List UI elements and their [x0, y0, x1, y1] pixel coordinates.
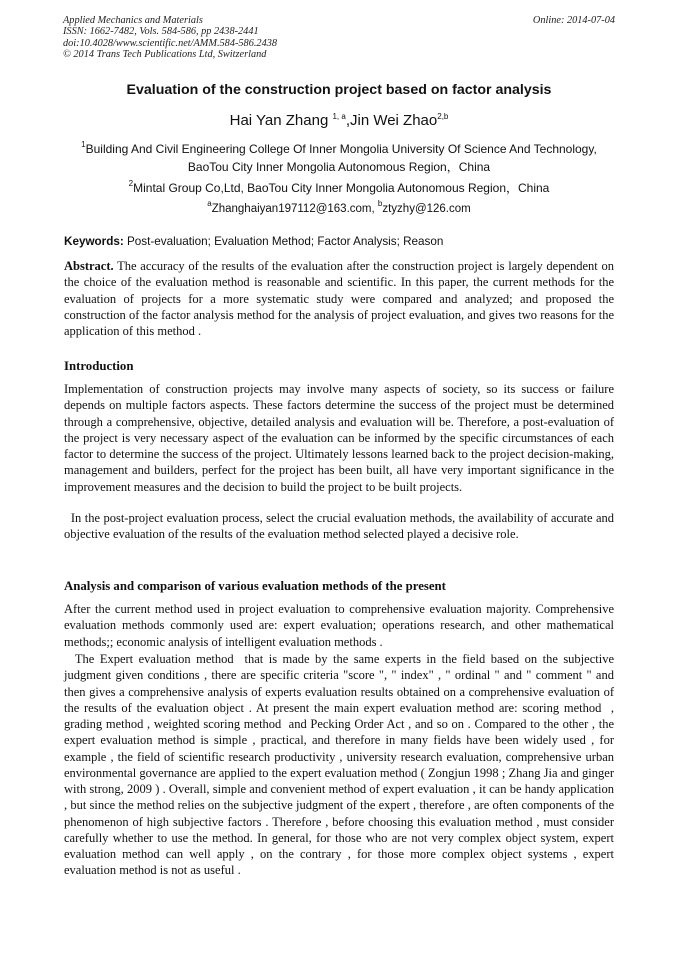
- abstract-label: Abstract.: [64, 259, 114, 273]
- author-1-sup: 1, a: [332, 112, 346, 121]
- affiliation-1: [52, 136, 626, 176]
- paper-title: Evaluation of the construction project based on factor analysis: [126, 82, 552, 98]
- doi-line: doi:10.4028/www.scientific.net/AMM.584-586.2438: [63, 37, 278, 49]
- email-line: [40, 199, 638, 215]
- analysis-paragraph-1: After the current method used in project evaluation to comprehensive evaluation majority. Comprehensive evaluation methods commonly used are: expert evaluation; operations research, and other mathematical methods;; economic analysis of intelligent evaluation methods .: [64, 602, 614, 649]
- intro-paragraph-2: In the post-project evaluation process, select the crucial evaluation methods, the availability of accurate and objective evaluation of the results of the evaluation method selected played a decisive role.: [64, 511, 618, 542]
- email-b: ztyzhy@126.com: [382, 203, 471, 215]
- journal-header: [63, 15, 615, 61]
- keywords-label: Keywords:: [64, 235, 124, 248]
- analysis-paragraph-2: The Expert evaluation method that is made by the same experts in the field based on the subjective judgment given conditions , there are specific criteria "score ", " index" , " ordinal " and " comment " and then gives a comprehensive analysis of experts evaluation results obtained on a comprehensive evaluation of the results of the evaluation object . At present the main expert evaluation method are: scoring method , grading method , weighted scoring method and Pecking Order Act , and so on . Compared to the other , the expert evaluation method is simple , practical, and therefore in many fields have been widely used , for example , the field of scientific research productivity , university research evaluation, comprehensive urban environmental governance are applied to the expert evaluation method ( Zongjun 1998 ; Zhang Jia and ginger with strong, 2009 ) . Overall, simple and convenient method of expert evaluation , it can be handy application , but since the method relies on the subjective judgment of the expert , therefore , are often components of the phenomenon of high subjective factors . Therefore , before choosing this evaluation method , must consider carefully whether to use the method. In general, for those who are not very complex object system, expert evaluation method can well apply , on the contrary , for those more complex object systems , expert evaluation method is not as useful .: [64, 652, 618, 878]
- affiliation-2-sup: 2: [128, 179, 134, 188]
- email-a-sup: a: [207, 199, 212, 208]
- email-a: Zhanghaiyan197112@163.com,: [211, 203, 378, 215]
- copyright-line: © 2014 Trans Tech Publications Ltd, Switzerland: [63, 49, 267, 61]
- author-1-name: Hai Yan Zhang: [229, 112, 333, 129]
- keywords: [64, 235, 624, 248]
- section-heading-introduction: Introduction: [64, 359, 134, 373]
- author-line: [40, 112, 638, 129]
- affiliation-1-line-1: Building And Civil Engineering College Of Inner Mongolia University Of Science And Technology,: [85, 142, 597, 156]
- abstract-text: The accuracy of the results of the evaluation after the construction project is largely dependent on the choice of the evaluation method is reasonable and scientific. In this paper, the current methods for the evaluation of projects for a more systematic study were compared and analyzed; and proposed the construction of the factor analysis method for the analysis of project evaluation, and gives two reasons for the application of this method .: [64, 259, 614, 338]
- author-2-name: Jin Wei Zhao: [349, 112, 438, 129]
- online-date: Online: 2014-07-04: [532, 15, 615, 26]
- journal-name: Applied Mechanics and Materials: [63, 15, 203, 26]
- intro-paragraph-1: Implementation of construction projects may involve many aspects of society, so its success or failure depends on multiple factors aspects. These factors determine the success of the project must be determined through a comprehensive, objective, detailed analysis and evaluation will be. Therefore, a post-evaluation of the project is very necessary aspect of the evaluation can be informed by the specific circumstances of each factor to determine the success of the project. Ultimately lessons learned back to the project decision-making, management and builders, perfect for the project has been built, all have very important significance in the improvement measures and the decision to build the project to be built projects.: [64, 382, 614, 494]
- author-separator: ,: [345, 112, 350, 129]
- abstract: [64, 258, 614, 339]
- affiliation-2: [52, 175, 626, 197]
- email-b-sup: b: [377, 199, 383, 208]
- issn-line: ISSN: 1662-7482, Vols. 584-586, pp 2438-2441: [63, 26, 259, 38]
- author-2-sup: 2,b: [437, 112, 449, 121]
- affiliation-1-sup: 1: [81, 140, 86, 149]
- keywords-text: Post-evaluation; Evaluation Method; Factor Analysis; Reason: [123, 235, 444, 248]
- affiliation-2-line-1: Mintal Group Co,Ltd, BaoTou City Inner Mongolia Autonomous Region，China: [133, 181, 550, 195]
- affiliation-1-line-2: BaoTou City Inner Mongolia Autonomous Region，China: [187, 160, 491, 174]
- section-heading-analysis: Analysis and comparison of various evaluation methods of the present: [64, 579, 446, 593]
